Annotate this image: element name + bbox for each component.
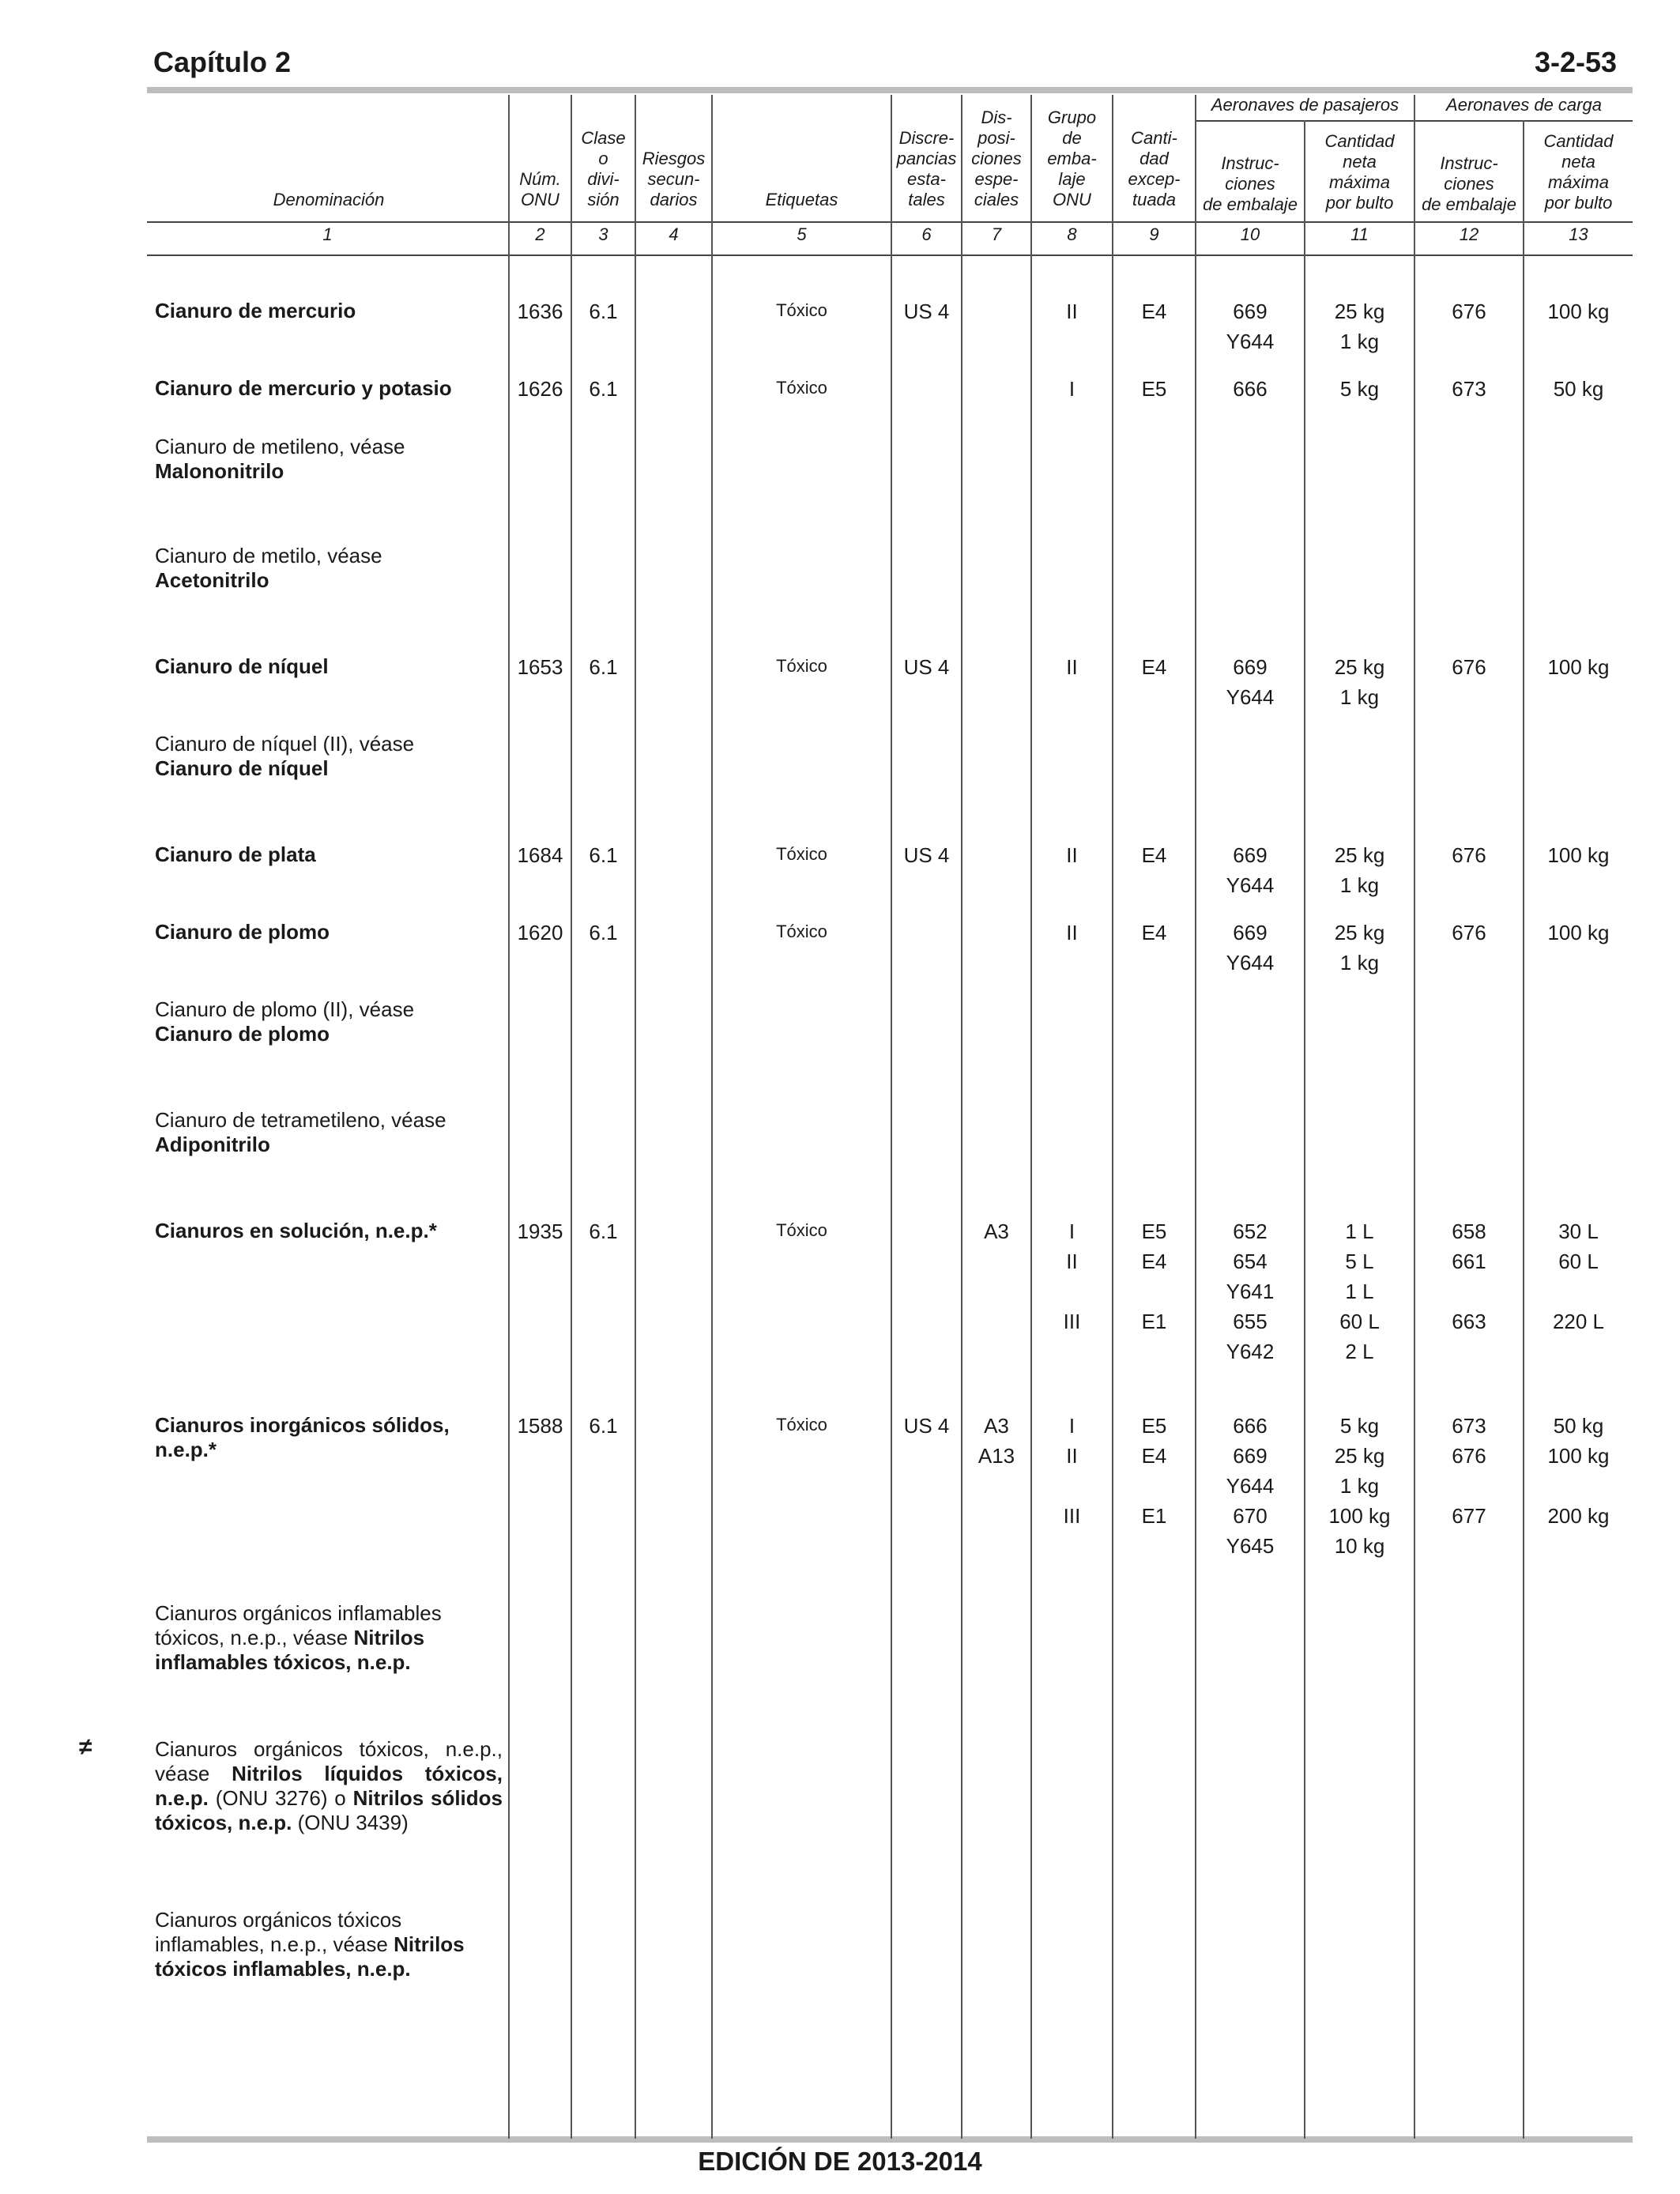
row-pq: 5 kg 25 kg 1 kg 100 kg 10 kg xyxy=(1328,1414,1391,1558)
column-number: 1 xyxy=(322,224,333,244)
column-number: 3 xyxy=(598,224,608,244)
col-divider xyxy=(891,95,892,2139)
row-ci: 676 xyxy=(1452,655,1486,679)
row-cq: 50 kg 100 kg 200 kg xyxy=(1547,1414,1610,1528)
col-header-grupo: Grupo de emba- laje ONU xyxy=(1047,107,1097,209)
col-header-carga-cantidad: Cantidad neta máxima por bulto xyxy=(1543,131,1614,213)
row-denominacion: Cianuro de mercurio y potasio xyxy=(155,376,452,400)
row-denominacion: Cianuros inorgánicos sólidos, n.e.p.* xyxy=(155,1413,450,1461)
col-header-disposiciones: Dis- posi- ciones espe- ciales xyxy=(971,107,1022,209)
col-divider xyxy=(635,95,636,2139)
row-denominacion: Cianuro de metileno, véase Malononitrilo xyxy=(155,435,405,483)
col-header-discrepancias: Discre- pancias esta- tales xyxy=(896,128,957,209)
row-onu: 1653 xyxy=(517,655,563,679)
row-ci: 673 xyxy=(1452,377,1486,401)
row-pq: 25 kg 1 kg xyxy=(1334,843,1385,897)
row-ci: 673 676 677 xyxy=(1452,1414,1486,1528)
row-pi: 669 Y644 xyxy=(1226,843,1275,897)
col-header-onu: Núm. ONU xyxy=(519,169,561,209)
row-onu: 1626 xyxy=(517,377,563,401)
row-exc: E5 E4 E1 xyxy=(1141,1414,1167,1528)
row-disc: US 4 xyxy=(903,843,950,867)
row-ci: 676 xyxy=(1452,300,1486,323)
row-denominacion: Cianuro de plata xyxy=(155,843,316,866)
row-clase: 6.1 xyxy=(589,1414,618,1438)
column-number: 8 xyxy=(1067,224,1077,244)
row-clase: 6.1 xyxy=(589,655,618,679)
column-number: 13 xyxy=(1569,224,1588,244)
row-grupo: I II III xyxy=(1063,1414,1081,1528)
row-pi: 666 xyxy=(1233,377,1268,401)
row-onu: 1588 xyxy=(517,1414,563,1438)
row-clase: 6.1 xyxy=(589,843,618,867)
row-denominacion: Cianuro de mercurio xyxy=(155,299,356,322)
row-exc: E5 xyxy=(1141,377,1167,401)
row-onu: 1684 xyxy=(517,843,563,867)
row-pi: 669 Y644 xyxy=(1226,655,1275,709)
column-number: 10 xyxy=(1240,224,1260,244)
column-number: 11 xyxy=(1350,224,1369,244)
row-grupo: II xyxy=(1066,655,1078,679)
row-exc: E4 xyxy=(1141,843,1167,867)
col-header-denominacion: Denominación xyxy=(273,190,385,209)
row-clase: 6.1 xyxy=(589,1220,618,1243)
row-etiqueta: Tóxico xyxy=(776,922,827,941)
col-divider xyxy=(1304,120,1305,2139)
row-etiqueta: Tóxico xyxy=(776,378,827,398)
column-number: 5 xyxy=(797,224,807,244)
col-header-carga-instrucciones: Instruc- ciones de embalaje xyxy=(1422,153,1516,214)
row-onu: 1620 xyxy=(517,921,563,944)
col-divider xyxy=(711,95,713,2139)
row-pi: 669 Y644 xyxy=(1226,300,1275,353)
row-denominacion: Cianuro de plomo xyxy=(155,920,330,944)
row-denominacion: Cianuro de tetrametileno, véase Adiponitrilo xyxy=(155,1108,446,1156)
row-pq: 25 kg 1 kg xyxy=(1334,655,1385,709)
row-denominacion: Cianuro de níquel (II), véase Cianuro de níquel xyxy=(155,732,415,780)
row-grupo: I II III xyxy=(1063,1220,1081,1333)
row-clase: 6.1 xyxy=(589,300,618,323)
column-number: 12 xyxy=(1459,224,1479,244)
row-cq: 100 kg xyxy=(1547,843,1610,867)
row-denominacion: Cianuros en solución, n.e.p.* xyxy=(155,1219,437,1242)
col-header-riesgos: Riesgos secun- darios xyxy=(642,149,706,209)
row-pq: 5 kg xyxy=(1339,377,1380,401)
page-number: 3-2-53 xyxy=(1534,46,1617,78)
row-exc: E4 xyxy=(1141,921,1167,944)
row-exc: E4 xyxy=(1141,655,1167,679)
top-rule xyxy=(147,87,1633,93)
row-etiqueta: Tóxico xyxy=(776,844,827,864)
row-ci: 676 xyxy=(1452,843,1486,867)
row-grupo: I xyxy=(1068,377,1075,401)
row-etiqueta: Tóxico xyxy=(776,656,827,676)
row-exc: E4 xyxy=(1141,300,1167,323)
row-disc: US 4 xyxy=(903,300,950,323)
row-ci: 676 xyxy=(1452,921,1486,944)
column-number: 4 xyxy=(669,224,679,244)
row-denominacion: Cianuro de plomo (II), véase Cianuro de plomo xyxy=(155,997,415,1046)
row-pq: 25 kg 1 kg xyxy=(1334,921,1385,974)
row-etiqueta: Tóxico xyxy=(776,1415,827,1434)
colnum-rule xyxy=(147,254,1633,256)
row-etiqueta: Tóxico xyxy=(776,300,827,320)
col-header-etiquetas: Etiquetas xyxy=(765,190,838,209)
col-header-carga: Aeronaves de carga xyxy=(1446,95,1602,115)
row-pq: 1 L 5 L 1 L 60 L 2 L xyxy=(1339,1220,1380,1363)
row-disp: A3 xyxy=(984,1220,1009,1243)
row-denominacion: Cianuro de níquel xyxy=(155,654,329,678)
row-pi: 666 669 Y644 670 Y645 xyxy=(1226,1414,1275,1558)
col-divider xyxy=(961,95,962,2139)
row-disc: US 4 xyxy=(903,655,950,679)
row-grupo: II xyxy=(1066,843,1078,867)
edition-footer: EDICIÓN DE 2013-2014 xyxy=(698,2147,982,2176)
col-header-clase: Clase o divi- sión xyxy=(581,128,626,209)
header-rule xyxy=(147,221,1633,223)
row-clase: 6.1 xyxy=(589,921,618,944)
row-denominacion: Cianuros orgánicos tóxicos, n.e.p., véase Nitrilos líquidos tóxicos, n.e.p. (ONU 3276) o Nitrilos sólidos tóxicos, n.e.p. (ONU 3439) xyxy=(155,1737,503,1834)
column-number: 6 xyxy=(921,224,932,244)
row-onu: 1636 xyxy=(517,300,563,323)
column-number: 2 xyxy=(535,224,545,244)
row-grupo: II xyxy=(1066,300,1078,323)
row-cq: 100 kg xyxy=(1547,921,1610,944)
row-pq: 25 kg 1 kg xyxy=(1334,300,1385,353)
row-pi: 669 Y644 xyxy=(1226,921,1275,974)
col-divider xyxy=(1523,120,1524,2139)
row-denominacion: Cianuro de metilo, véase Acetonitrilo xyxy=(155,544,382,592)
chapter-title: Capítulo 2 xyxy=(153,46,292,78)
row-clase: 6.1 xyxy=(589,377,618,401)
col-header-pasajeros-cantidad: Cantidad neta máxima por bulto xyxy=(1324,131,1395,213)
row-etiqueta: Tóxico xyxy=(776,1220,827,1240)
col-header-pasajeros: Aeronaves de pasajeros xyxy=(1211,95,1399,115)
row-pi: 652 654 Y641 655 Y642 xyxy=(1226,1220,1275,1363)
change-marker: ≠ xyxy=(79,1734,92,1760)
row-cq: 100 kg xyxy=(1547,655,1610,679)
row-denominacion: Cianuros orgánicos inflamables tóxicos, n.e.p., véase Nitrilos inflamables tóxicos, n.e.p. xyxy=(155,1601,442,1674)
row-grupo: II xyxy=(1066,921,1078,944)
row-exc: E5 E4 E1 xyxy=(1141,1220,1167,1333)
row-disp: A3 A13 xyxy=(977,1414,1015,1468)
row-denominacion: Cianuros orgánicos tóxicos inflamables, n.e.p., véase Nitrilos tóxicos inflamables, n.e.p. xyxy=(155,1908,465,1981)
row-ci: 658 661 663 xyxy=(1452,1220,1486,1333)
row-cq: 100 kg xyxy=(1547,300,1610,323)
column-number: 7 xyxy=(991,224,1002,244)
col-header-pasajeros-instrucciones: Instruc- ciones de embalaje xyxy=(1203,153,1298,214)
bottom-rule xyxy=(147,2136,1633,2143)
column-number: 9 xyxy=(1149,224,1159,244)
row-cq: 30 L 60 L 220 L xyxy=(1552,1220,1605,1333)
row-disc: US 4 xyxy=(903,1414,950,1438)
row-cq: 50 kg xyxy=(1553,377,1604,401)
row-onu: 1935 xyxy=(517,1220,563,1243)
col-header-exceptuada: Canti- dad excep- tuada xyxy=(1128,128,1181,209)
